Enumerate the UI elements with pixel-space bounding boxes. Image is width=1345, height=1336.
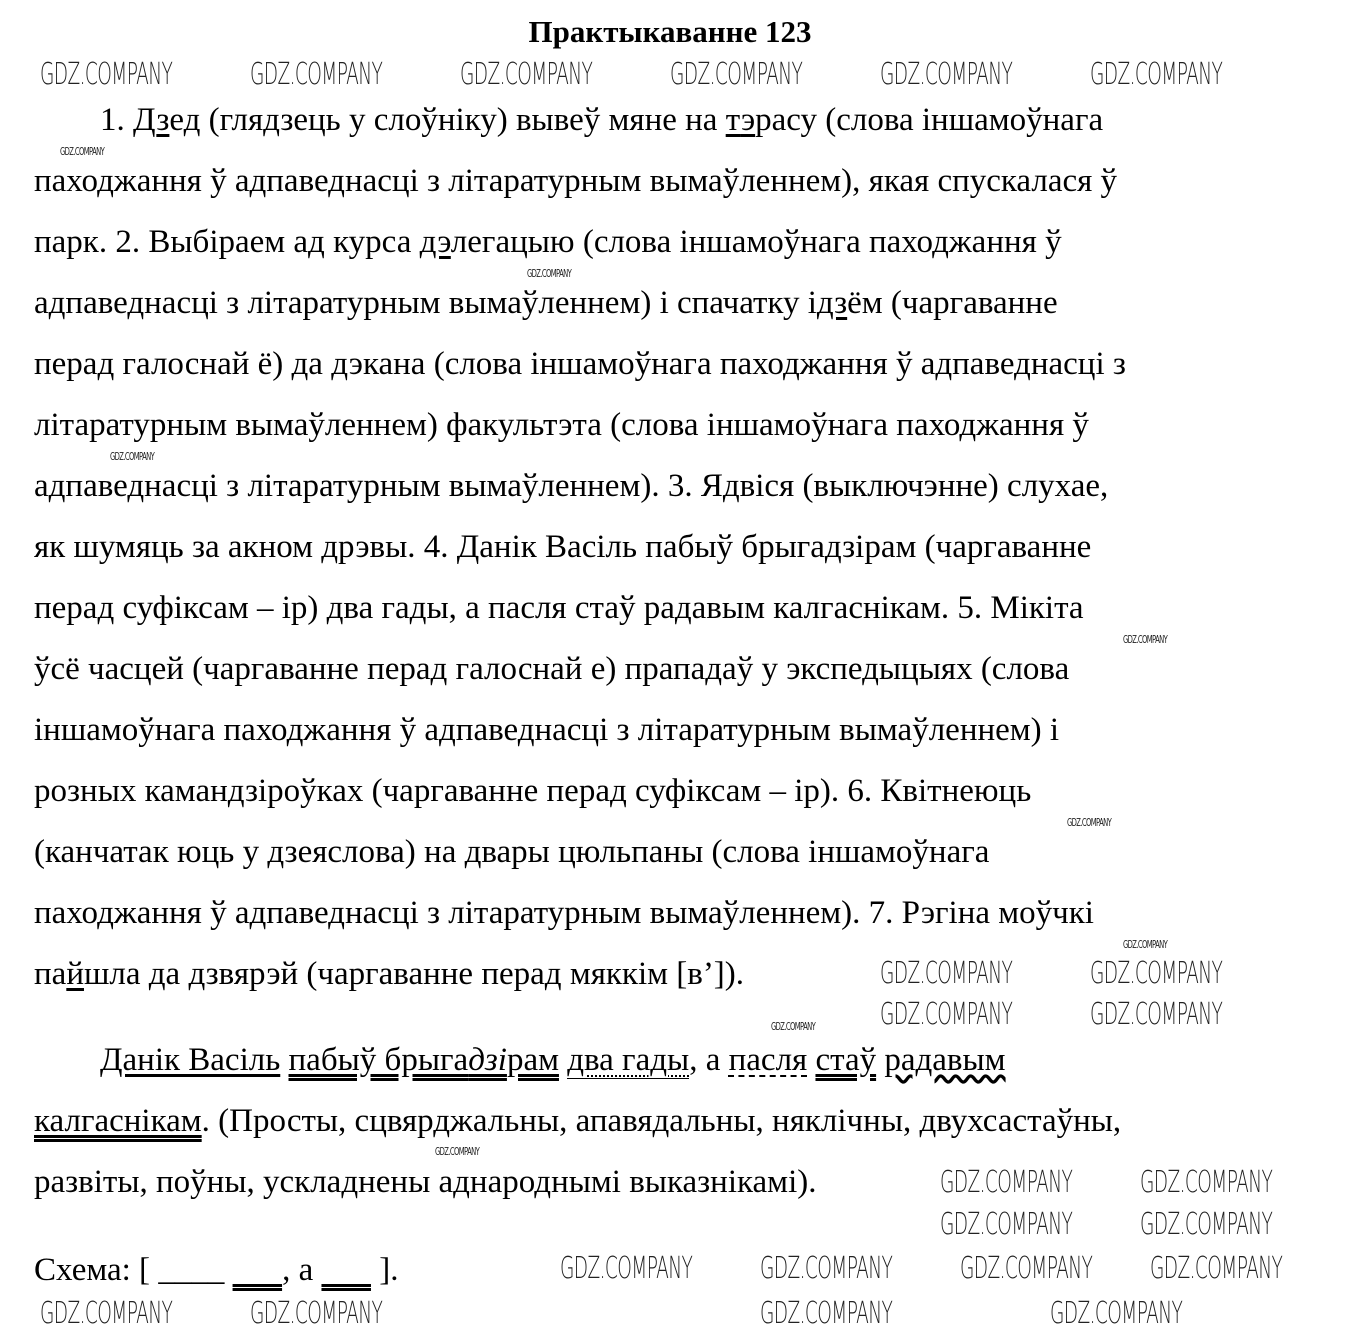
underlined-text [321, 1252, 371, 1288]
text-line [34, 466, 1108, 506]
text-segment: літаратурным вымаўленнем) факультэта (слова іншамоўнага паходжання ў [34, 407, 1089, 443]
watermark: GDZ.COMPANY [880, 997, 1013, 1032]
watermark: GDZ.COMPANY [250, 1296, 383, 1331]
text-segment: парк. 2. Выбіраем ад курса [34, 224, 420, 260]
watermark: GDZ.COMPANY [1123, 633, 1168, 646]
text-segment: развіты, поўны, ускладнены аднароднымі выказнікамі). [34, 1164, 817, 1200]
underlined-text: два гады [567, 1042, 690, 1078]
watermark: GDZ.COMPANY [1090, 57, 1223, 92]
text-line [34, 771, 1031, 811]
text-segment: паходжання ў адпаведнасці з літаратурным вымаўленнем). 7. Рэгіна моўчкі [34, 895, 1094, 931]
text-segment: . (Просты, сцвярджальны, апавядальны, няклічны, двухсастаўны, [201, 1103, 1122, 1139]
text-line [34, 893, 1094, 933]
text-line [34, 1250, 398, 1290]
text-line [34, 405, 1089, 445]
text-line [34, 832, 989, 872]
text-line [34, 222, 1062, 262]
text-segment: ўсё часцей (чаргаванне перад галоснай е) прападаў у экспедыцыях (слова [34, 651, 1070, 687]
text-line [34, 344, 1126, 384]
text-line [34, 100, 1103, 140]
text-segment: як шумяць за акном дрэвы. 4. Данік Васіль пабыў брыгадзірам (чаргаванне [34, 529, 1092, 565]
underlined-text: стаў [815, 1042, 877, 1078]
underlined-text: й [66, 956, 84, 992]
text-segment: ____ [158, 1252, 225, 1288]
watermark: GDZ.COMPANY [940, 1165, 1073, 1200]
text-segment: ём (чаргаванне [847, 285, 1058, 321]
watermark: GDZ.COMPANY [1050, 1296, 1183, 1331]
text-segment: ед (глядзець у слоўніку) вывеў мяне на [169, 102, 726, 138]
watermark: GDZ.COMPANY [670, 57, 803, 92]
watermark: GDZ.COMPANY [940, 1207, 1073, 1242]
watermark: GDZ.COMPANY [1140, 1207, 1273, 1242]
watermark: GDZ.COMPANY [771, 1020, 816, 1033]
watermark: GDZ.COMPANY [40, 1296, 173, 1331]
text-line [34, 588, 1084, 628]
text-segment: адпаведнасці з літаратурным вымаўленнем). 3. Ядвіся (выключэнне) слухае, [34, 468, 1109, 504]
underlined-text: радавым [884, 1042, 1006, 1078]
watermark: GDZ.COMPANY [760, 1251, 893, 1286]
text-segment [224, 1252, 232, 1288]
watermark: GDZ.COMPANY [1150, 1251, 1283, 1286]
watermark: GDZ.COMPANY [960, 1251, 1093, 1286]
underlined-text [233, 1252, 283, 1288]
text-segment: , а [282, 1252, 322, 1288]
watermark: GDZ.COMPANY [435, 1145, 480, 1158]
watermark: GDZ.COMPANY [527, 267, 572, 280]
text-segment [559, 1042, 567, 1078]
text-segment: паходжання ў адпаведнасці з літаратурным вымаўленнем), якая спускалася ў [34, 163, 1118, 199]
text-line [34, 161, 1117, 201]
underlined-text: дзі [468, 1042, 507, 1078]
underlined-text: пасля [728, 1042, 808, 1078]
watermark: GDZ.COMPANY [110, 450, 155, 463]
watermark: GDZ.COMPANY [1067, 816, 1112, 829]
text-segment: адпаведнасці з літаратурным вымаўленнем) і спачатку і [34, 285, 817, 321]
text-segment: шла да дзвярэй (чаргаванне перад мяккім [в’]). [83, 956, 745, 992]
watermark: GDZ.COMPANY [1123, 938, 1168, 951]
watermark: GDZ.COMPANY [760, 1296, 893, 1331]
text-segment: розных камандзіроўках (чаргаванне перад суфіксам – ір). 6. Квітнеюць [34, 773, 1032, 809]
text-segment [280, 1042, 288, 1078]
underlined-text: калгаснікам [34, 1103, 202, 1139]
text-line [34, 1040, 1006, 1080]
watermark: GDZ.COMPANY [1090, 956, 1223, 991]
underlined-text: дз [816, 285, 848, 321]
underlined-text: дэ [419, 224, 451, 260]
watermark: GDZ.COMPANY [880, 956, 1013, 991]
watermark: GDZ.COMPANY [60, 145, 105, 158]
text-line [34, 1162, 816, 1202]
watermark: GDZ.COMPANY [40, 57, 173, 92]
watermark: GDZ.COMPANY [460, 57, 593, 92]
text-segment: ]. [370, 1252, 399, 1288]
underlined-text: рам [506, 1042, 559, 1078]
text-line [34, 649, 1069, 689]
text-segment: расу (слова іншамоўнага [755, 102, 1104, 138]
text-segment: 1. Д [34, 102, 157, 138]
watermark: GDZ.COMPANY [250, 57, 383, 92]
text-line [34, 954, 744, 994]
watermark: GDZ.COMPANY [1090, 997, 1223, 1032]
text-segment: іншамоўнага паходжання ў адпаведнасці з літаратурным вымаўленнем) і [34, 712, 1060, 748]
watermark: GDZ.COMPANY [880, 57, 1013, 92]
text-segment: , а [689, 1042, 729, 1078]
text-segment: (канчатак юць у дзеяслова) на двары цюльпаны (слова іншамоўнага [34, 834, 990, 870]
underlined-text: Данік Васіль [100, 1042, 281, 1078]
watermark: GDZ.COMPANY [1140, 1165, 1273, 1200]
text-line [34, 710, 1059, 750]
text-segment [34, 1042, 100, 1078]
text-segment: Схема: [ [34, 1252, 159, 1288]
underlined-text: э [740, 102, 756, 138]
underlined-text: т [725, 102, 741, 138]
text-segment: легацыю (слова іншамоўнага паходжання ў [450, 224, 1062, 260]
text-segment: перад галоснай ё) да дэкана (слова іншамоўнага паходжання ў адпаведнасці з [34, 346, 1126, 382]
text-segment: па [34, 956, 67, 992]
text-line [34, 1101, 1121, 1141]
underlined-text: пабыў брыга [288, 1042, 469, 1078]
text-segment: перад суфіксам – ір) два гады, а пасля стаў радавым калгаснікам. 5. Мікіта [34, 590, 1084, 626]
underlined-text: з [156, 102, 170, 138]
text-line [34, 527, 1091, 567]
page-title: Практыкаванне 123 [528, 14, 812, 49]
text-line [34, 283, 1058, 323]
watermark: GDZ.COMPANY [560, 1251, 693, 1286]
